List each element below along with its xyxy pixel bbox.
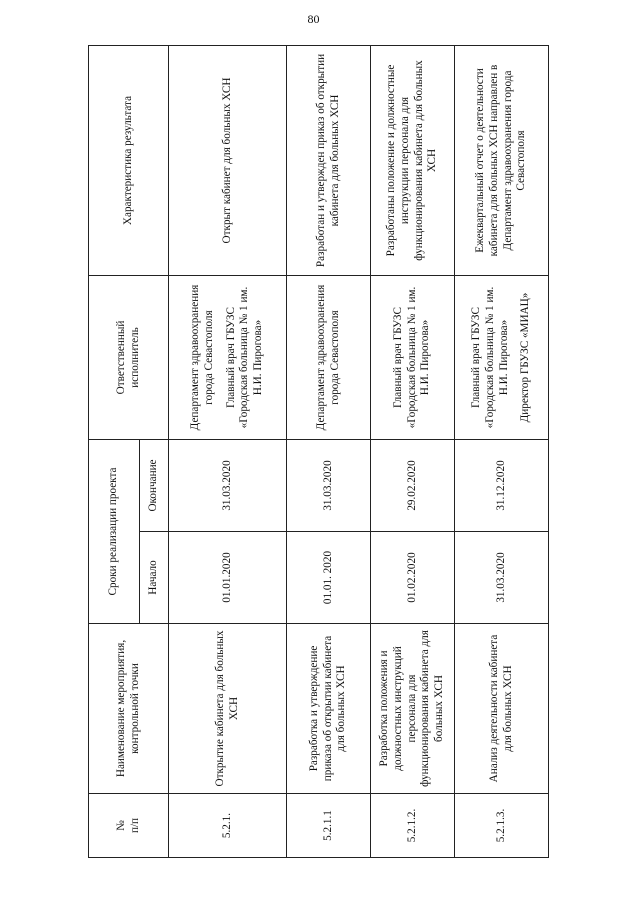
row-responsible-1: Главный врач ГБУЗС «Городская больница № 1 им. Н.И. Пирогова»: [470, 286, 510, 429]
header-row-1: [89, 46, 140, 858]
row-num: 5.2.1.: [169, 794, 287, 858]
row-result: Разработаны положение и должностные инструкции персонала для функционирования кабинета для больных ХСН: [371, 46, 455, 276]
header-start: Начало: [140, 532, 169, 624]
row-responsible-1: Департамент здравоохранения города Севастополя: [189, 284, 216, 431]
row-responsible: Главный врач ГБУЗС «Городская больница № 1 им. Н.И. Пирогова»: [371, 276, 455, 440]
row-name: Открытие кабинета для больных ХСН: [169, 624, 287, 794]
row-start: 01.02.2020: [371, 532, 455, 624]
row-end: 31.12.2020: [455, 440, 549, 532]
table-row: [287, 46, 371, 858]
header-name: Наименование мероприятия, контрольной точки: [89, 624, 169, 794]
row-end: 29.02.2020: [371, 440, 455, 532]
row-num: 5.2.1.2.: [371, 794, 455, 858]
row-result: Ежеквартальный отчет о деятельности кабинета для больных ХСН направлен в Департамент здравоохранения города Севастополя: [455, 46, 549, 276]
header-responsible: Ответственный исполнитель: [89, 276, 169, 440]
row-result: Разработан и утвержден приказ об открытии кабинета для больных ХСН: [287, 46, 371, 276]
table-row: [455, 46, 549, 858]
header-end: Окончание: [140, 440, 169, 532]
row-start: 31.03.2020: [455, 532, 549, 624]
row-name: Анализ деятельности кабинета для больных ХСН: [455, 624, 549, 794]
row-responsible: [455, 276, 549, 440]
table-row: [371, 46, 455, 858]
header-num: № п/п: [89, 794, 169, 858]
row-responsible-2: Главный врач ГБУЗС «Городская больница № 1 им. Н.И. Пирогова»: [224, 286, 264, 429]
row-responsible: [169, 276, 287, 440]
project-schedule-table: [88, 45, 549, 858]
spacer: [217, 282, 225, 433]
spacer: [511, 282, 519, 433]
row-name: Разработка положения и должностных инструкций персонала для функционирования кабинета для больных ХСН: [371, 624, 455, 794]
row-start: 01.01.2020: [169, 532, 287, 624]
page-number: 80: [307, 12, 320, 26]
row-end: 31.03.2020: [287, 440, 371, 532]
header-dates: Сроки реализации проекта: [89, 440, 140, 624]
row-name: Разработка и утверждение приказа об открытии кабинета для больных ХСН: [287, 624, 371, 794]
header-result: Характеристика результата: [89, 46, 169, 276]
row-result: Открыт кабинет для больных ХСН: [169, 46, 287, 276]
rotated-table-wrapper: [88, 46, 534, 858]
table-row: [169, 46, 287, 858]
row-num: 5.2.1.3.: [455, 794, 549, 858]
row-responsible-2: Директор ГБУЗС «МИАЦ»: [519, 292, 532, 423]
row-num: 5.2.1.1: [287, 794, 371, 858]
row-responsible: Департамент здравоохранения города Севастополя: [287, 276, 371, 440]
row-end: 31.03.2020: [169, 440, 287, 532]
row-start: 01.01. 2020: [287, 532, 371, 624]
